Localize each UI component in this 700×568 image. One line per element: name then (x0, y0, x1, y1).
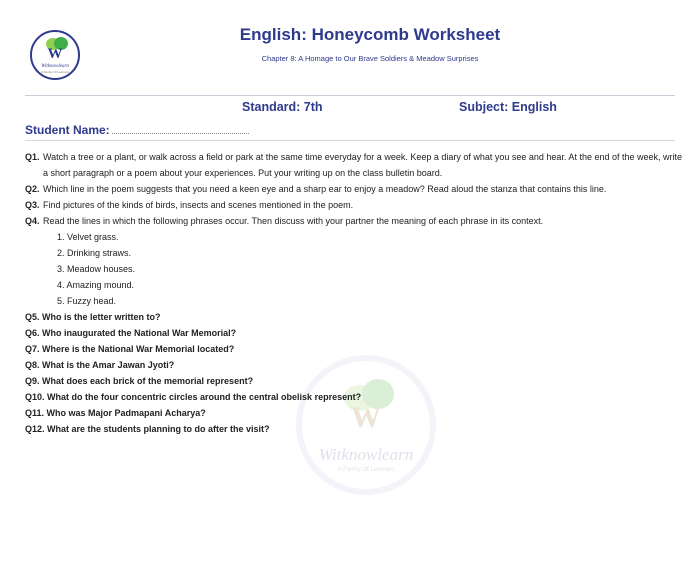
standard-label: Standard: 7th (242, 100, 323, 114)
question-number: Q3. (25, 200, 40, 210)
student-divider (25, 140, 675, 141)
question-q7: Q7. Where is the National War Memorial located? (25, 344, 235, 354)
question-text: Which line in the poem suggests that you need a keen eye and a sharp ear to enjoy a meadow? Read aloud the stanza that contains this line. (43, 184, 607, 194)
question-list (25, 149, 685, 437)
question-q5: Q5. Who is the letter written to? (25, 312, 161, 322)
watermark-letter: W (351, 401, 381, 434)
question-text: Find pictures of the kinds of birds, insects and scenes mentioned in the poem. (43, 200, 354, 210)
watermark-brand: Witknowlearn (318, 445, 414, 464)
phrase-item: 3. Meadow houses. (57, 264, 136, 274)
phrase-item: 5. Fuzzy head. (57, 296, 117, 306)
question-text: Read the lines in which the following phrases occur. Then discuss with your partner the meaning of each phrase in its context. (43, 216, 544, 226)
worksheet-subtitle: Chapter 8: A Homage to Our Brave Soldiers & Meadow Surprises (261, 54, 479, 63)
student-name-field (25, 123, 249, 137)
question-number: Q4. (25, 216, 40, 226)
logo (30, 30, 80, 80)
logo-tagline: A Family Of Learners (40, 70, 70, 74)
question-number: Q1. (25, 152, 40, 162)
question-q8: Q8. What is the Amar Jawan Jyoti? (25, 360, 175, 370)
question-q11: Q11. Who was Major Padmapani Acharya? (25, 408, 206, 418)
question-number: Q2. (25, 184, 40, 194)
question-item (25, 181, 685, 197)
watermark-tagline: A Family Of Learners (337, 467, 395, 473)
student-name-label: Student Name: (25, 123, 110, 137)
question-text: Watch a tree or a plant, or walk across a field or park at the same time everyday for a week. Keep a diary of what you see and hear. At the end of the week, write a short paragraph or a poem about your experiences. Put your writing up on the class bulletin board. (43, 152, 682, 178)
student-name-line (112, 124, 249, 134)
subject-label: Subject: English (459, 100, 557, 114)
question-item (25, 149, 685, 181)
question-q12: Q12. What are the students planning to do after the visit? (25, 424, 270, 434)
phrase-item: 2. Drinking straws. (57, 248, 132, 258)
header-divider (25, 95, 675, 96)
phrase-item: 1. Velvet grass. (57, 232, 119, 242)
question-item (25, 213, 685, 229)
logo-letter: W (47, 46, 63, 62)
question-q10: Q10. What do the four concentric circles around the central obelisk represent? (25, 392, 362, 402)
phrase-item: 4. Amazing mound. (57, 280, 135, 290)
question-item (25, 197, 685, 213)
logo-brand: Witknowlearn (41, 64, 69, 69)
question-q6: Q6. Who inaugurated the National War Memorial? (25, 328, 237, 338)
worksheet-title: English: Honeycomb Worksheet (239, 25, 501, 44)
question-q9: Q9. What does each brick of the memorial represent? (25, 376, 254, 386)
